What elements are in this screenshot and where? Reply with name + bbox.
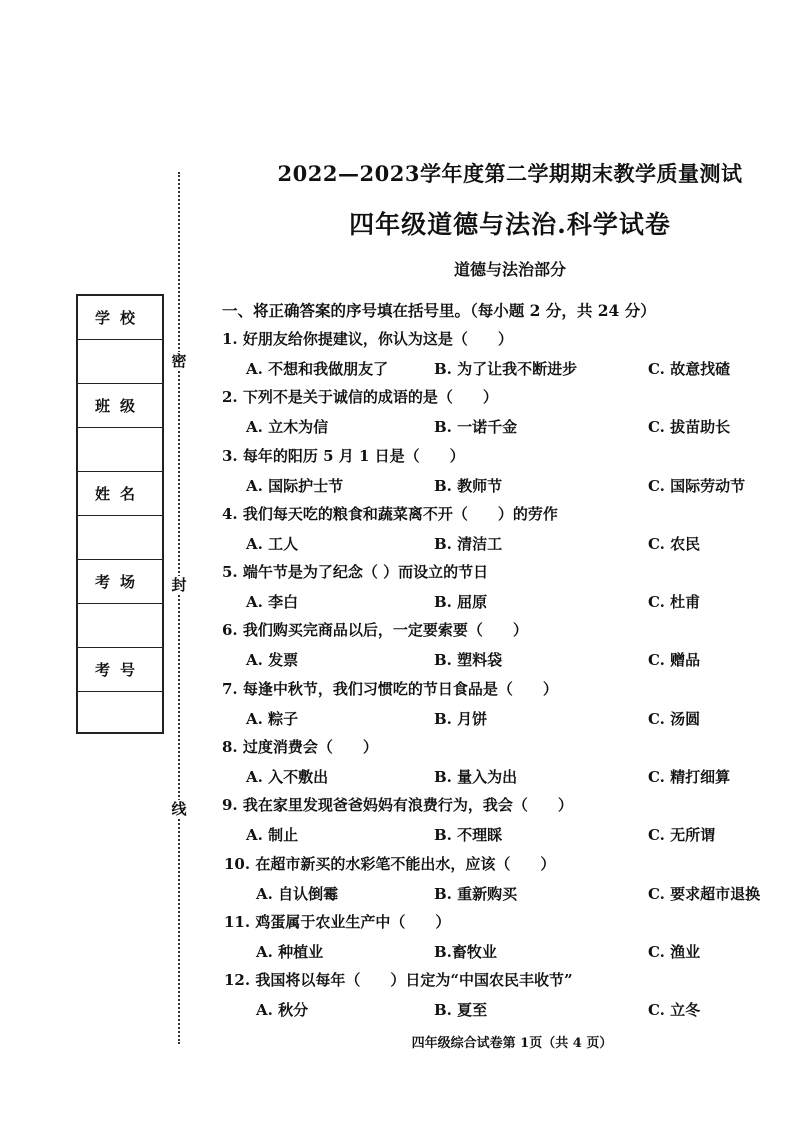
option-a: A. 入不敷出 — [246, 768, 329, 787]
question-9 — [222, 794, 792, 852]
option-a: A. 国际护士节 — [246, 476, 344, 495]
option-b: B. 屈原 — [434, 593, 488, 612]
question-12 — [222, 969, 792, 1027]
option-c: C. 精打细算 — [648, 768, 731, 787]
option-b: B. 量入为出 — [434, 768, 518, 787]
option-c: C. 国际劳动节 — [648, 476, 746, 495]
option-c: C. 无所谓 — [648, 826, 716, 845]
question-5 — [222, 561, 792, 619]
question-1 — [222, 328, 792, 386]
option-a: A. 自认倒霉 — [256, 884, 339, 903]
exam-title-subject: 四年级道德与法治.科学试卷 — [349, 210, 671, 239]
question-stem: 11. 鸡蛋属于农业生产中（ ） — [224, 912, 451, 931]
option-b: B. 月饼 — [434, 709, 488, 728]
option-c: C. 要求超市退换 — [648, 884, 761, 903]
exam-number-label: 考号 — [78, 648, 162, 692]
class-field[interactable] — [78, 428, 162, 472]
option-b: B. 塑料袋 — [434, 651, 503, 670]
binding-dotted-line — [178, 172, 180, 1044]
question-stem: 4. 我们每天吃的粮食和蔬菜离不开（ ）的劳作 — [222, 504, 558, 523]
page-footer: 四年级综合试卷第 1页（共 4 页） — [411, 1036, 613, 1051]
exam-room-field[interactable] — [78, 604, 162, 648]
option-b: B. 一诺千金 — [434, 418, 518, 437]
option-b: B.畜牧业 — [434, 942, 497, 961]
option-b: B. 为了让我不断进步 — [434, 360, 578, 378]
option-c: C. 赠品 — [648, 651, 701, 670]
question-stem: 9. 我在家里发现爸爸妈妈有浪费行为，我会（ ） — [222, 796, 573, 815]
question-6 — [222, 619, 792, 677]
name-label: 姓名 — [78, 472, 162, 516]
question-stem: 8. 过度消费会（ ） — [222, 738, 378, 757]
question-list — [222, 328, 792, 1028]
option-b: B. 清洁工 — [434, 534, 503, 553]
question-8 — [222, 736, 792, 794]
question-4 — [222, 503, 792, 561]
question-3 — [222, 445, 792, 503]
question-2 — [222, 386, 792, 444]
question-stem: 6. 我们购买完商品以后，一定要索要（ ） — [222, 621, 528, 640]
exam-room-label: 考场 — [78, 560, 162, 604]
question-stem: 12. 我国将以每年（ ）日定为“中国农民丰收节” — [224, 971, 573, 990]
option-c: C. 渔业 — [648, 942, 701, 961]
student-info-table — [76, 294, 164, 734]
option-c: C. 农民 — [648, 534, 701, 553]
option-a: A. 种植业 — [256, 942, 324, 961]
name-field[interactable] — [78, 516, 162, 560]
option-a: A. 粽子 — [246, 709, 299, 728]
binding-char-feng: 封 — [171, 576, 187, 594]
option-a: A. 制止 — [246, 826, 299, 845]
option-a: A. 不想和我做朋友了 — [246, 360, 389, 378]
section-title: 道德与法治部分 — [453, 260, 566, 279]
question-11 — [222, 911, 792, 969]
question-10 — [222, 853, 792, 911]
option-a: A. 秋分 — [256, 1001, 309, 1020]
binding-char-mi: 密 — [171, 352, 187, 370]
option-c: C. 汤圆 — [648, 709, 701, 728]
option-a: A. 李白 — [246, 593, 299, 612]
question-stem: 1. 好朋友给你提建议，你认为这是（ ） — [222, 330, 513, 348]
school-label: 学校 — [78, 296, 162, 340]
option-a: A. 工人 — [246, 534, 299, 553]
option-b: B. 重新购买 — [434, 884, 518, 903]
question-stem: 2. 下列不是关于诚信的成语的是（ ） — [222, 388, 498, 407]
option-c: C. 杜甫 — [648, 593, 701, 612]
option-a: A. 发票 — [246, 651, 299, 670]
school-field[interactable] — [78, 340, 162, 384]
option-b: B. 夏至 — [434, 1001, 488, 1020]
option-c: C. 拔苗助长 — [648, 418, 731, 437]
option-a: A. 立木为信 — [246, 418, 329, 437]
part-one-heading: 一、将正确答案的序号填在括号里。（每小题 2 分，共 24 分） — [222, 301, 656, 320]
option-b: B. 教师节 — [434, 476, 503, 495]
question-7 — [222, 678, 792, 736]
question-stem: 10. 在超市新买的水彩笔不能出水，应该（ ） — [224, 854, 556, 873]
exam-title-year: 2022—2023学年度第二学期期末教学质量测试 — [277, 161, 743, 186]
binding-char-xian: 线 — [171, 800, 187, 818]
class-label: 班级 — [78, 384, 162, 428]
option-c: C. 立冬 — [648, 1001, 701, 1020]
exam-number-field[interactable] — [78, 692, 162, 736]
option-b: B. 不理睬 — [434, 826, 503, 845]
question-stem: 5. 端午节是为了纪念（ ）而设立的节日 — [222, 563, 489, 582]
option-c: C. 故意找碴 — [648, 360, 731, 378]
question-stem: 3. 每年的阳历 5 月 1 日是（ ） — [222, 446, 465, 465]
question-stem: 7. 每逢中秋节，我们习惯吃的节日食品是（ ） — [222, 679, 558, 698]
